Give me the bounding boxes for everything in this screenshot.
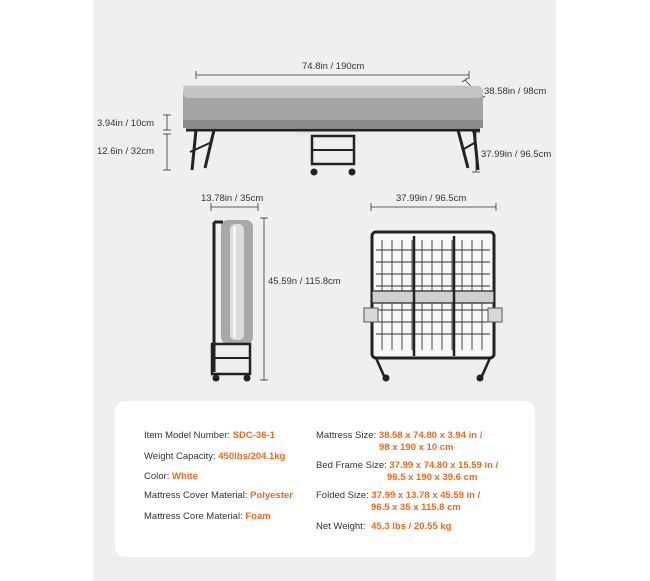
spec-folded-size-label: Folded Size: <box>316 490 369 501</box>
spec-net-weight-value: 45.3 lbs / 20.55 kg <box>371 521 452 532</box>
frame-width-label: 37.99in / 96.5cm <box>481 149 552 160</box>
spec-folded-size-value-1: 37.99 x 13.78 x 45.59 in / <box>371 490 481 501</box>
folded-bed-front-view <box>364 232 502 382</box>
folded-depth-label: 13.78in / 35cm <box>201 193 264 204</box>
folded-width-label: 37.99in / 96.5cm <box>396 193 467 204</box>
spec-cover-material-value: Polyester <box>250 490 293 501</box>
spec-mattress-size-value-2: 98 x 190 x 10 cm <box>379 442 454 453</box>
leg-height-label: 12.6in / 32cm <box>97 146 155 157</box>
spec-color-label: Color: <box>144 471 170 482</box>
depth-label: 38.58in / 98cm <box>484 86 547 97</box>
spec-bed-frame-size-value-1: 37.99 x 74.80 x 15.59 in / <box>389 460 499 471</box>
spec-weight-capacity-label: Weight Capacity: <box>144 451 216 462</box>
unfolded-bed <box>183 86 483 176</box>
spec-mattress-size-line2 <box>379 442 453 454</box>
folded-height-dimension-line <box>260 218 268 380</box>
folded-bed-side-view <box>212 220 253 382</box>
spec-model <box>144 430 275 442</box>
spec-model-value: SDC-36-1 <box>232 430 275 441</box>
spec-weight-capacity <box>144 451 285 463</box>
spec-core-material <box>144 511 271 523</box>
spec-folded-size-line2 <box>371 502 461 514</box>
mattress-thickness-label: 3.94in / 10cm <box>97 118 155 129</box>
spec-bed-frame-size-value-2: 96.5 x 190 x 39.6 cm <box>387 472 478 483</box>
spec-core-material-label: Mattress Core Material: <box>144 511 243 522</box>
thickness-dimension-line <box>163 115 171 130</box>
spec-folded-size <box>316 490 480 502</box>
spec-color <box>144 471 198 483</box>
spec-color-value: White <box>171 471 198 482</box>
spec-net-weight-label: Net Weight: <box>316 521 366 532</box>
spec-folded-size-value-2: 96.5 x 35 x 115.8 cm <box>371 502 461 513</box>
spec-bed-frame-size-line2 <box>387 472 477 484</box>
spec-weight-capacity-value: 450lbs/204.1kg <box>218 451 286 462</box>
spec-bed-frame-size <box>316 460 498 472</box>
spec-mattress-size-value-1: 38.58 x 74.80 x 3.94 in / <box>378 430 483 441</box>
spec-net-weight <box>316 521 451 533</box>
folded-width-dimension-line <box>371 203 496 211</box>
spec-core-material-value: Foam <box>245 511 271 522</box>
spec-cover-material <box>144 490 293 502</box>
folded-depth-dimension-line <box>211 203 258 211</box>
spec-bed-frame-size-label: Bed Frame Size: <box>316 460 387 471</box>
spec-cover-material-label: Mattress Cover Material: <box>144 490 248 501</box>
spec-model-label: Item Model Number: <box>144 430 231 441</box>
length-label: 74.8in / 190cm <box>302 61 365 72</box>
spec-mattress-size-label: Mattress Size: <box>316 430 377 441</box>
length-dimension-line <box>196 71 469 79</box>
folded-height-label: 45.59n / 115.8cm <box>268 276 341 287</box>
spec-mattress-size <box>316 430 482 442</box>
leg-height-dimension-line <box>163 134 171 170</box>
